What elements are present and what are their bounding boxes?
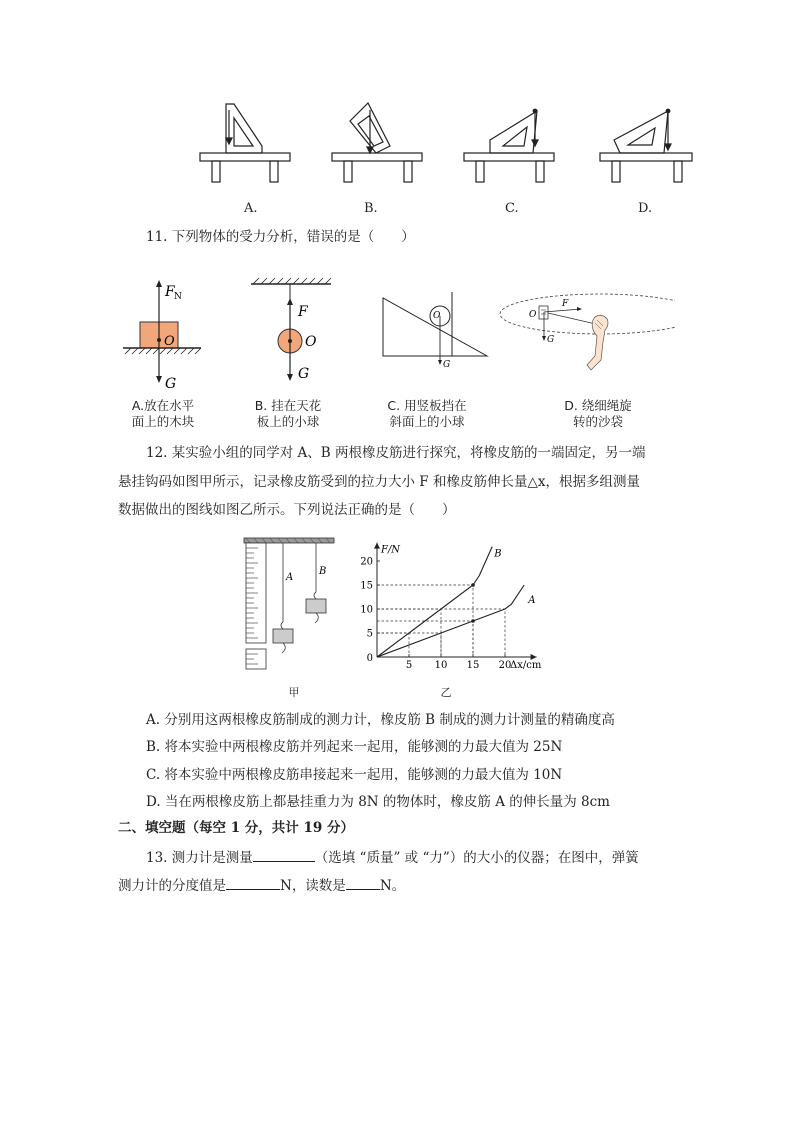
- q10-figure-c: [464, 109, 554, 182]
- q12-option-c: C. 将本实验中两根橡皮筋串接起来一起用，能够测的力最大值为 10N: [146, 767, 563, 783]
- q11-c-o-label: O: [433, 311, 441, 321]
- q11-d-f-label: F: [562, 299, 569, 309]
- q10-option-a-label: A.: [244, 201, 258, 216]
- q11-caption-d: [548, 398, 648, 430]
- q10-option-d-label: D.: [638, 201, 653, 216]
- q13-line2-c: N。: [379, 878, 406, 894]
- q11-caption-b-line2: 板上的小球: [256, 414, 320, 429]
- q11-b-o-label: O: [305, 334, 317, 350]
- q11-a-g-label: G: [165, 376, 177, 392]
- q13-line1-a: 13. 测力计是测量: [146, 850, 253, 866]
- section2-title: 二、填空题（每空 1 分，共计 19 分）: [118, 820, 354, 836]
- series-line-b: [377, 544, 492, 657]
- x-tick-label: 5: [405, 660, 413, 671]
- q12-stem-line2: 悬挂钩码如图甲所示，记录橡皮筋受到的拉力大小 F 和橡皮筋伸长量△x，根据多组测量: [118, 474, 640, 490]
- y-tick-label: 5: [366, 628, 373, 640]
- q10-option-c-label: C.: [505, 201, 519, 216]
- q11-b-g-label: G: [298, 366, 310, 382]
- q10-figure-b: [332, 103, 422, 182]
- q11-d-o-label: O: [529, 310, 537, 320]
- x-axis-label: Δx/cm: [510, 660, 542, 671]
- q13-blank-3[interactable]: [346, 875, 380, 890]
- q10-figure-d: [600, 109, 692, 182]
- q13-line2: [118, 875, 405, 895]
- q12-fig-jia-caption: 甲: [288, 686, 300, 699]
- q13-line1: [146, 847, 639, 867]
- q12-rubber-b-label: B: [319, 566, 327, 577]
- q11-a-fn-subscript: N: [174, 292, 182, 302]
- q12-stem-line3: 数据做出的图线如图乙所示。下列说法正确的是（ ）: [118, 502, 456, 518]
- q12-fig-yi-caption: 乙: [440, 686, 452, 699]
- x-tick-label: 10: [434, 660, 448, 671]
- series-label-b: B: [494, 548, 502, 560]
- q11-caption-c-line1: C. 用竖板挡在: [387, 398, 467, 413]
- q13-blank-1[interactable]: [253, 847, 315, 862]
- q13-line2-a: 测力计的分度值是: [118, 878, 226, 894]
- series-label-a: A: [528, 595, 536, 606]
- y-axis-arrow: [374, 543, 380, 549]
- q11-caption-b: [238, 398, 338, 430]
- q12-option-a: A. 分别用这两根橡皮筋制成的测力计，橡皮筋 B 制成的测力计测量的精确度高: [146, 712, 615, 728]
- q11-figure-c: [383, 292, 487, 370]
- q11-a-fn-label: F: [165, 284, 175, 300]
- origin-label: 0: [366, 653, 373, 664]
- q11-d-g-label: G: [547, 335, 555, 345]
- q11-caption-a-line1: A.放在水平: [131, 398, 195, 413]
- data-point: [471, 619, 475, 623]
- q12-figure-jia: [240, 534, 340, 679]
- q11-b-f-label: F: [298, 304, 308, 320]
- q11-figure-d: [500, 294, 675, 370]
- q11-figures: [115, 270, 675, 395]
- q10-option-b-label: B.: [364, 201, 378, 216]
- y-tick-label: 20: [360, 556, 373, 568]
- y-tick-label: 10: [360, 604, 373, 616]
- q13-blank-2[interactable]: [226, 875, 280, 890]
- q13-line1-b: （选填 “质量” 或 “力”）的大小的仪器；在图中，弹簧: [314, 850, 639, 866]
- q12-option-b: B. 将本实验中两根橡皮筋并列起来一起用，能够测的力最大值为 25N: [146, 739, 563, 755]
- q12-option-d: D. 当在两根橡皮筋上都悬挂重力为 8N 的物体时，橡皮筋 A 的伸长量为 8cm: [146, 794, 610, 810]
- q12-chart: [355, 532, 565, 682]
- q11-stem: 11. 下列物体的受力分析，错误的是（ ）: [146, 229, 415, 245]
- x-tick-label: 15: [466, 660, 480, 671]
- y-tick-label: 15: [360, 580, 373, 592]
- q11-caption-b-line1: B. 挂在天花: [254, 398, 322, 413]
- q11-figure-a: [123, 280, 201, 392]
- q10-figure-a: [200, 104, 290, 182]
- q11-c-g-label: G: [443, 360, 451, 370]
- y-axis-label: F/N: [381, 544, 401, 556]
- q11-caption-a-line2: 面上的木块: [131, 414, 195, 429]
- q13-line2-b: N，读数是: [280, 878, 346, 894]
- data-point: [471, 583, 475, 587]
- q12-rubber-a-label: A: [286, 572, 294, 583]
- q11-a-o-label: O: [164, 334, 175, 349]
- q11-caption-d-line2: 转的沙袋: [572, 414, 623, 429]
- q11-caption-d-line1: D. 绕细绳旋: [564, 398, 632, 413]
- q10-figures: [190, 96, 700, 192]
- q11-caption-c: [372, 398, 482, 430]
- q11-caption-a: [118, 398, 208, 430]
- q11-figure-b: [251, 278, 331, 382]
- q12-stem-line1: 12. 某实验小组的同学对 A、B 两根橡皮筋进行探究，将橡皮筋的一端固定，另一端: [146, 445, 646, 461]
- x-tick-label: 20: [498, 660, 512, 671]
- q11-caption-c-line2: 斜面上的小球: [389, 414, 465, 429]
